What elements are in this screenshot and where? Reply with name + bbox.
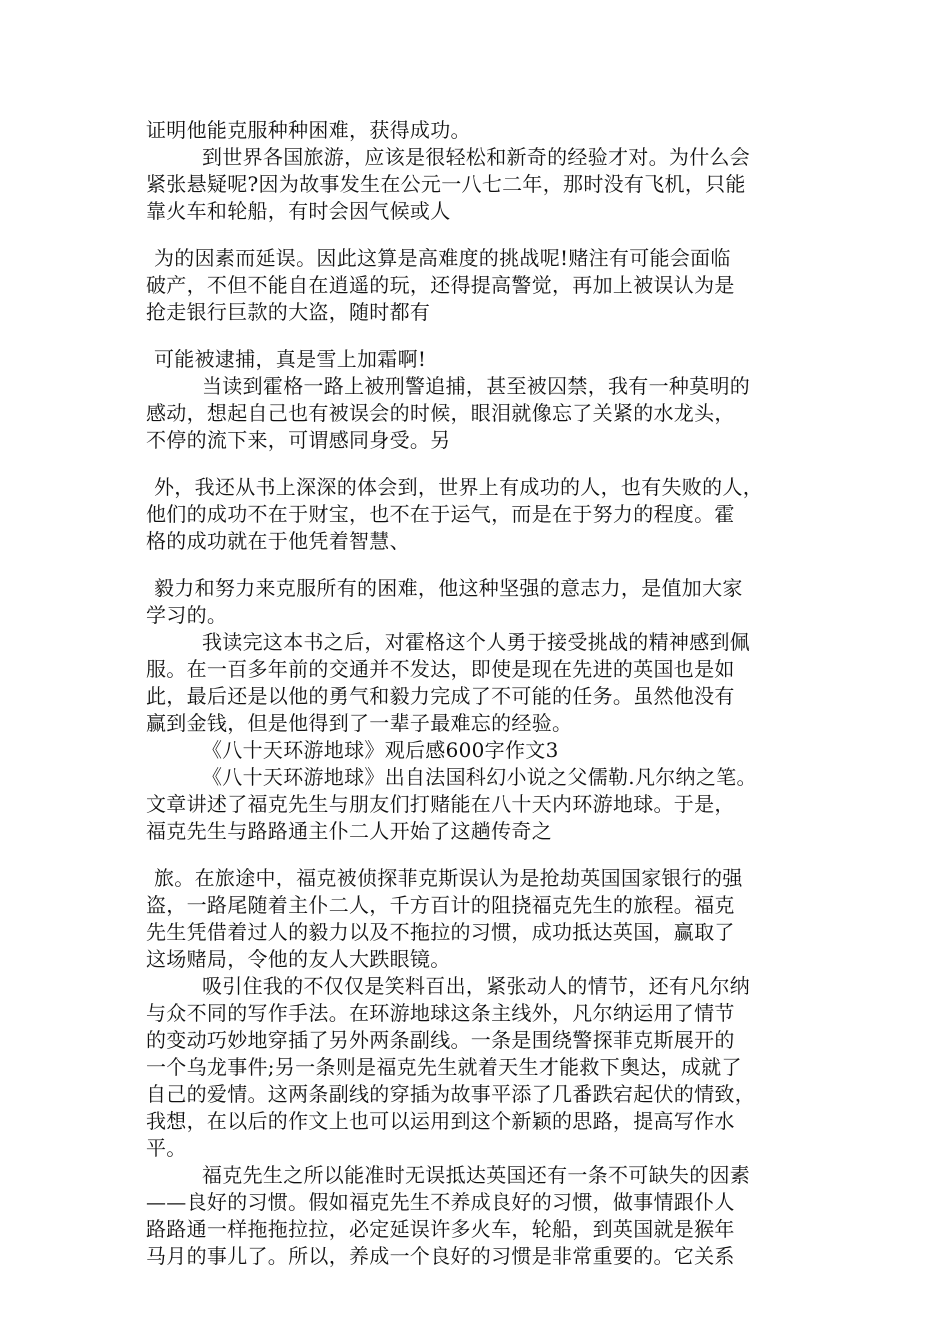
text-line: 盗，一路尾随着主仆二人，千方百计的阻挠福克先生的旅程。福克: [146, 893, 735, 917]
text-line: 的变动巧妙地穿插了另外两条副线。一条是围绕警探菲克斯展开的: [146, 1028, 735, 1052]
text-line: 紧张悬疑呢?因为故事发生在公元一八七二年，那时没有飞机，只能: [146, 172, 746, 196]
text-line: 当读到霍格一路上被刑警追捕，甚至被囚禁，我有一种莫明的: [202, 374, 751, 398]
text-line: 为的因素而延误。因此这算是高难度的挑战呢!赌注有可能会面临: [154, 246, 731, 270]
page-break-gap: [146, 845, 836, 865]
text-line: 毅力和努力来克服所有的困难，他这种坚强的意志力，是值加大家: [154, 576, 743, 600]
text-line: 破产，不但不能自在逍遥的玩，还得提高警觉，再加上被误认为是: [146, 273, 735, 297]
text-line: 先生凭借着过人的毅力以及不拖拉的习惯，成功抵达英国，赢取了: [146, 920, 735, 944]
text-line: ——良好的习惯。假如福克先生不养成良好的习惯，做事情跟仆人: [146, 1190, 735, 1214]
text-line: 与众不同的写作手法。在环游地球这条主线外，凡尔纳运用了情节: [146, 1001, 735, 1025]
text-line: 服。在一百多年前的交通并不发达，即使是现在先进的英国也是如: [146, 657, 735, 681]
text-line: 我读完这本书之后，对霍格这个人勇于接受挑战的精神感到佩: [202, 630, 751, 654]
text-line: 这场赌局，令他的友人大跌眼镜。: [146, 947, 451, 971]
text-line: 自己的爱情。这两条副线的穿插为故事平添了几番跌宕起伏的情致，: [146, 1082, 755, 1106]
text-line: 不停的流下来，可谓感同身受。另: [146, 428, 451, 452]
page-break-gap: [146, 454, 836, 474]
text-line: 路路通一样拖拖拉拉，必定延误许多火车，轮船，到英国就是猴年: [146, 1217, 735, 1241]
text-line: 外，我还从书上深深的体会到，世界上有成功的人，也有失败的人，: [154, 475, 763, 499]
text-line: 《八十天环游地球》出自法国科幻小说之父儒勒.凡尔纳之笔。: [202, 765, 757, 789]
text-line: 可能被逮捕，真是雪上加霜啊!: [154, 347, 427, 371]
text-line: 靠火车和轮船，有时会因气候或人: [146, 199, 451, 223]
text-line: 福克先生之所以能准时无误抵达英国还有一条不可缺失的因素: [202, 1163, 751, 1187]
text-line: 我想，在以后的作文上也可以运用到这个新颖的思路，提高写作水: [146, 1109, 735, 1133]
text-line: 证明他能克服种种困难，获得成功。: [146, 118, 471, 142]
text-line: 抢走银行巨款的大盗，随时都有: [146, 300, 431, 324]
text-line: 旅。在旅途中，福克被侦探菲克斯误认为是抢劫英国国家银行的强: [154, 866, 743, 890]
text-line: 学习的。: [146, 603, 228, 627]
text-line: 一个乌龙事件;另一条则是福克先生就着天生才能救下奥达，成就了: [146, 1055, 742, 1079]
text-line: 福克先生与路路通主仆二人开始了这趟传奇之: [146, 819, 552, 843]
text-line: 马月的事儿了。所以，养成一个良好的习惯是非常重要的。它关系: [146, 1244, 735, 1268]
page-break-gap: [146, 555, 836, 575]
body-text: [146, 117, 836, 1270]
text-line: 此，最后还是以他的勇气和毅力完成了不可能的任务。虽然他没有: [146, 684, 735, 708]
text-line: 文章讲述了福克先生与朋友们打赌能在八十天内环游地球。于是，: [146, 792, 735, 816]
text-line: 赢到金钱，但是他得到了一辈子最难忘的经验。: [146, 711, 573, 735]
text-line: 格的成功就在于他凭着智慧、: [146, 529, 410, 553]
text-line: 吸引住我的不仅仅是笑料百出，紧张动人的情节，还有凡尔纳: [202, 974, 751, 998]
text-line: 他们的成功不在于财宝，也不在于运气，而是在于努力的程度。霍: [146, 502, 735, 526]
section-heading: 《八十天环游地球》观后感600字作文3: [202, 738, 559, 762]
page-break-gap: [146, 225, 836, 245]
page-break-gap: [146, 326, 836, 346]
text-line: 感动，想起自己也有被误会的时候，眼泪就像忘了关紧的水龙头，: [146, 401, 735, 425]
text-line: 平。: [146, 1136, 187, 1160]
text-line: 到世界各国旅游，应该是很轻松和新奇的经验才对。为什么会: [202, 145, 751, 169]
